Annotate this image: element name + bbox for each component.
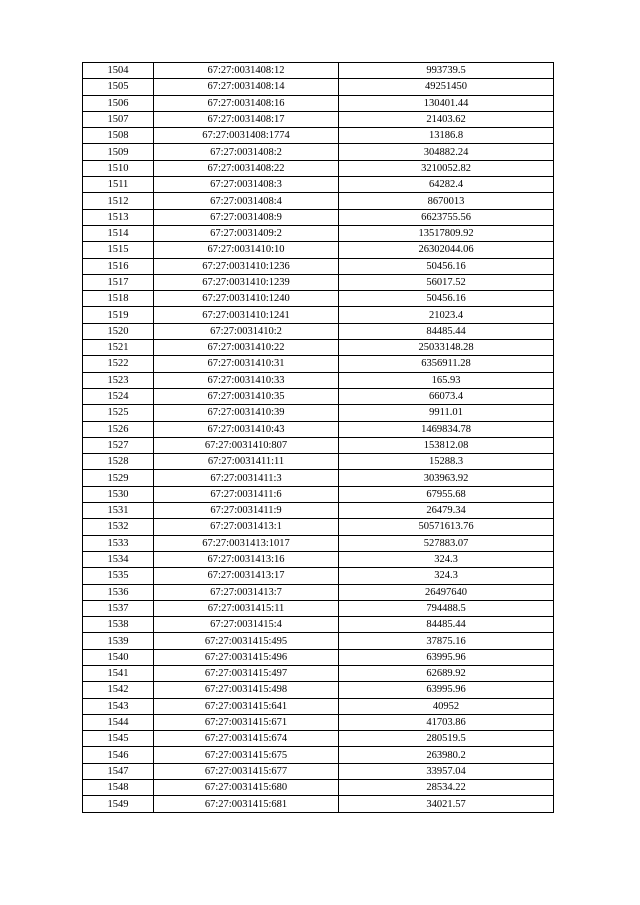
value-cell: 50456.16 [339, 291, 554, 307]
table-row [83, 242, 554, 258]
cadastral-number-cell: 67:27:0031415:497 [154, 665, 339, 681]
value-cell: 26497640 [339, 584, 554, 600]
table-row [83, 633, 554, 649]
cadastral-number-cell: 67:27:0031411:3 [154, 470, 339, 486]
row-number-cell: 1525 [83, 405, 154, 421]
cadastral-number-cell: 67:27:0031408:9 [154, 209, 339, 225]
value-cell: 794488.5 [339, 600, 554, 616]
table-row [83, 665, 554, 681]
value-cell: 50571613.76 [339, 519, 554, 535]
table-row [83, 274, 554, 290]
cadastral-number-cell: 67:27:0031415:11 [154, 600, 339, 616]
cadastral-number-cell: 67:27:0031410:39 [154, 405, 339, 421]
row-number-cell: 1534 [83, 551, 154, 567]
table-row [83, 649, 554, 665]
value-cell: 25033148.28 [339, 340, 554, 356]
value-cell: 324.3 [339, 551, 554, 567]
row-number-cell: 1511 [83, 177, 154, 193]
value-cell: 6356911.28 [339, 356, 554, 372]
value-cell: 324.3 [339, 568, 554, 584]
row-number-cell: 1537 [83, 600, 154, 616]
table-row [83, 63, 554, 79]
row-number-cell: 1547 [83, 763, 154, 779]
table-row [83, 714, 554, 730]
value-cell: 6623755.56 [339, 209, 554, 225]
cadastral-number-cell: 67:27:0031410:807 [154, 437, 339, 453]
row-number-cell: 1531 [83, 503, 154, 519]
row-number-cell: 1504 [83, 63, 154, 79]
cadastral-number-cell: 67:27:0031415:4 [154, 617, 339, 633]
value-cell: 34021.57 [339, 796, 554, 812]
value-cell: 41703.86 [339, 714, 554, 730]
value-cell: 84485.44 [339, 617, 554, 633]
cadastral-number-cell: 67:27:0031408:17 [154, 111, 339, 127]
value-cell: 527883.07 [339, 535, 554, 551]
value-cell: 304882.24 [339, 144, 554, 160]
row-number-cell: 1517 [83, 274, 154, 290]
table-row [83, 617, 554, 633]
table-row [83, 177, 554, 193]
table-row [83, 340, 554, 356]
cadastral-number-cell: 67:27:0031410:2 [154, 323, 339, 339]
row-number-cell: 1540 [83, 649, 154, 665]
table-row [83, 519, 554, 535]
row-number-cell: 1549 [83, 796, 154, 812]
table-row [83, 796, 554, 812]
table-row [83, 503, 554, 519]
row-number-cell: 1523 [83, 372, 154, 388]
value-cell: 993739.5 [339, 63, 554, 79]
row-number-cell: 1510 [83, 160, 154, 176]
value-cell: 15288.3 [339, 454, 554, 470]
cadastral-number-cell: 67:27:0031415:495 [154, 633, 339, 649]
row-number-cell: 1519 [83, 307, 154, 323]
row-number-cell: 1543 [83, 698, 154, 714]
table-row [83, 193, 554, 209]
row-number-cell: 1529 [83, 470, 154, 486]
cadastral-number-cell: 67:27:0031415:675 [154, 747, 339, 763]
table-row [83, 551, 554, 567]
row-number-cell: 1526 [83, 421, 154, 437]
cadastral-number-cell: 67:27:0031415:677 [154, 763, 339, 779]
cadastral-number-cell: 67:27:0031410:33 [154, 372, 339, 388]
table-row [83, 209, 554, 225]
table-body [83, 63, 554, 813]
value-cell: 50456.16 [339, 258, 554, 274]
table-row [83, 780, 554, 796]
row-number-cell: 1509 [83, 144, 154, 160]
value-cell: 13186.8 [339, 128, 554, 144]
value-cell: 280519.5 [339, 731, 554, 747]
value-cell: 28534.22 [339, 780, 554, 796]
row-number-cell: 1545 [83, 731, 154, 747]
table-row [83, 291, 554, 307]
row-number-cell: 1542 [83, 682, 154, 698]
cadastral-number-cell: 67:27:0031413:17 [154, 568, 339, 584]
cadastral-number-cell: 67:27:0031408:1774 [154, 128, 339, 144]
value-cell: 1469834.78 [339, 421, 554, 437]
value-cell: 63995.96 [339, 682, 554, 698]
table-row [83, 731, 554, 747]
value-cell: 303963.92 [339, 470, 554, 486]
table-row [83, 698, 554, 714]
cadastral-number-cell: 67:27:0031408:2 [154, 144, 339, 160]
row-number-cell: 1539 [83, 633, 154, 649]
value-cell: 26479.34 [339, 503, 554, 519]
table-row [83, 486, 554, 502]
table-row [83, 307, 554, 323]
cadastral-number-cell: 67:27:0031410:31 [154, 356, 339, 372]
row-number-cell: 1548 [83, 780, 154, 796]
cadastral-number-cell: 67:27:0031410:1240 [154, 291, 339, 307]
cadastral-number-cell: 67:27:0031415:498 [154, 682, 339, 698]
row-number-cell: 1512 [83, 193, 154, 209]
row-number-cell: 1522 [83, 356, 154, 372]
table-row [83, 535, 554, 551]
table-row [83, 356, 554, 372]
cadastral-number-cell: 67:27:0031408:16 [154, 95, 339, 111]
row-number-cell: 1515 [83, 242, 154, 258]
cadastral-number-cell: 67:27:0031415:681 [154, 796, 339, 812]
row-number-cell: 1520 [83, 323, 154, 339]
table-row [83, 388, 554, 404]
value-cell: 84485.44 [339, 323, 554, 339]
value-cell: 64282.4 [339, 177, 554, 193]
table-row [83, 111, 554, 127]
value-cell: 21403.62 [339, 111, 554, 127]
cadastral-number-cell: 67:27:0031410:1236 [154, 258, 339, 274]
cadastral-number-cell: 67:27:0031415:671 [154, 714, 339, 730]
row-number-cell: 1533 [83, 535, 154, 551]
row-number-cell: 1536 [83, 584, 154, 600]
value-cell: 49251450 [339, 79, 554, 95]
value-cell: 165.93 [339, 372, 554, 388]
value-cell: 66073.4 [339, 388, 554, 404]
cadastral-number-cell: 67:27:0031408:22 [154, 160, 339, 176]
cadastral-number-cell: 67:27:0031415:674 [154, 731, 339, 747]
row-number-cell: 1513 [83, 209, 154, 225]
table-row [83, 584, 554, 600]
cadastral-number-cell: 67:27:0031411:9 [154, 503, 339, 519]
cadastral-number-cell: 67:27:0031411:11 [154, 454, 339, 470]
table-row [83, 437, 554, 453]
cadastral-number-cell: 67:27:0031408:3 [154, 177, 339, 193]
row-number-cell: 1516 [83, 258, 154, 274]
cadastral-number-cell: 67:27:0031411:6 [154, 486, 339, 502]
value-cell: 62689.92 [339, 665, 554, 681]
cadastral-number-cell: 67:27:0031408:14 [154, 79, 339, 95]
cadastral-number-cell: 67:27:0031410:22 [154, 340, 339, 356]
value-cell: 40952 [339, 698, 554, 714]
row-number-cell: 1507 [83, 111, 154, 127]
table-row [83, 747, 554, 763]
table-row [83, 763, 554, 779]
cadastral-number-cell: 67:27:0031413:1 [154, 519, 339, 535]
row-number-cell: 1541 [83, 665, 154, 681]
table-row [83, 454, 554, 470]
row-number-cell: 1527 [83, 437, 154, 453]
value-cell: 26302044.06 [339, 242, 554, 258]
cadastral-number-cell: 67:27:0031410:43 [154, 421, 339, 437]
table-row [83, 568, 554, 584]
value-cell: 21023.4 [339, 307, 554, 323]
table-row [83, 144, 554, 160]
cadastral-number-cell: 67:27:0031415:496 [154, 649, 339, 665]
cadastral-number-cell: 67:27:0031408:12 [154, 63, 339, 79]
value-cell: 67955.68 [339, 486, 554, 502]
row-number-cell: 1506 [83, 95, 154, 111]
row-number-cell: 1505 [83, 79, 154, 95]
table-row [83, 470, 554, 486]
value-cell: 130401.44 [339, 95, 554, 111]
value-cell: 56017.52 [339, 274, 554, 290]
table-row [83, 323, 554, 339]
data-table [82, 62, 554, 813]
row-number-cell: 1546 [83, 747, 154, 763]
table-row [83, 421, 554, 437]
row-number-cell: 1524 [83, 388, 154, 404]
cadastral-number-cell: 67:27:0031410:35 [154, 388, 339, 404]
row-number-cell: 1535 [83, 568, 154, 584]
table-row [83, 95, 554, 111]
row-number-cell: 1521 [83, 340, 154, 356]
row-number-cell: 1532 [83, 519, 154, 535]
value-cell: 63995.96 [339, 649, 554, 665]
value-cell: 263980.2 [339, 747, 554, 763]
value-cell: 3210052.82 [339, 160, 554, 176]
value-cell: 37875.16 [339, 633, 554, 649]
value-cell: 13517809.92 [339, 225, 554, 241]
cadastral-number-cell: 67:27:0031410:1241 [154, 307, 339, 323]
row-number-cell: 1514 [83, 225, 154, 241]
table-row [83, 600, 554, 616]
value-cell: 153812.08 [339, 437, 554, 453]
row-number-cell: 1518 [83, 291, 154, 307]
cadastral-number-cell: 67:27:0031413:16 [154, 551, 339, 567]
cadastral-number-cell: 67:27:0031413:7 [154, 584, 339, 600]
cadastral-number-cell: 67:27:0031410:1239 [154, 274, 339, 290]
table-row [83, 79, 554, 95]
table-row [83, 160, 554, 176]
value-cell: 8670013 [339, 193, 554, 209]
cadastral-number-cell: 67:27:0031413:1017 [154, 535, 339, 551]
table-row [83, 682, 554, 698]
cadastral-number-cell: 67:27:0031415:641 [154, 698, 339, 714]
table-row [83, 225, 554, 241]
row-number-cell: 1530 [83, 486, 154, 502]
table-row [83, 372, 554, 388]
row-number-cell: 1544 [83, 714, 154, 730]
cadastral-number-cell: 67:27:0031408:4 [154, 193, 339, 209]
row-number-cell: 1508 [83, 128, 154, 144]
table-row [83, 128, 554, 144]
cadastral-number-cell: 67:27:0031409:2 [154, 225, 339, 241]
value-cell: 9911.01 [339, 405, 554, 421]
table-row [83, 258, 554, 274]
cadastral-number-cell: 67:27:0031410:10 [154, 242, 339, 258]
cadastral-number-cell: 67:27:0031415:680 [154, 780, 339, 796]
row-number-cell: 1538 [83, 617, 154, 633]
table-row [83, 405, 554, 421]
row-number-cell: 1528 [83, 454, 154, 470]
value-cell: 33957.04 [339, 763, 554, 779]
